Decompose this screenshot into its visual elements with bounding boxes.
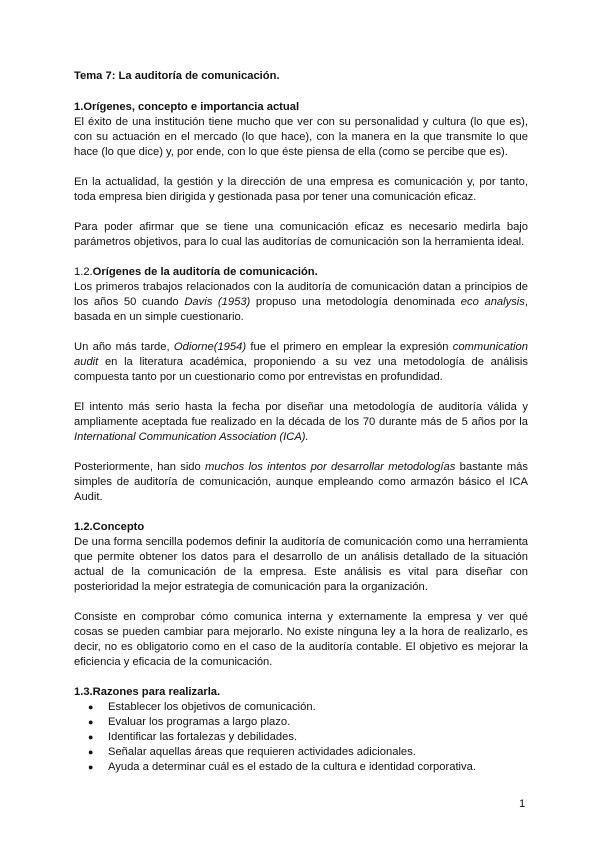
origins-p1-text-a: Los primeros trabajos relacionados con la auditoría de comunicación datan a principios de los años 50 cuando — [74, 281, 528, 308]
list-item: ● Evaluar los programas a largo plazo. — [108, 715, 528, 730]
list-item: ● Establecer los objetivos de comunicación. — [108, 700, 528, 715]
origins-p1-text-c: , basada en un simple cuestionario. — [74, 296, 528, 323]
odiorne-citation: Odiorne(1954) — [173, 341, 247, 353]
origins-p2-text-c: en la literatura académica, proponiendo a su vez una metodología de análisis compuesta tanto por un cuestionario como por entrevistas en profundidad. — [74, 356, 528, 383]
communication-audit-term: communication audit — [74, 341, 528, 368]
origins-p4-text-b: bastante más simples de auditoría de comunicación, aunque empleando como armazón básico el ICA Audit. — [74, 461, 528, 503]
davis-citation: Davis (1953) — [184, 296, 251, 308]
origins-paragraph-4 — [74, 460, 528, 505]
origins-p2-text-b: fue el primero en emplear la expresión — [246, 341, 453, 353]
eco-analysis-term: eco analysis — [460, 296, 525, 308]
list-item: ● Identificar las fortalezas y debilidades. — [108, 730, 528, 745]
origins-p3-text-a: El intento más serio hasta la fecha por diseñar una metodología de auditoría válida y ampliamente aceptada fue realizado en la década de los 70 durante más de 5 años por la — [74, 401, 528, 428]
reasons-list — [74, 700, 528, 775]
section-1-paragraph-3: Para poder afirmar que se tiene una comunicación eficaz es necesario medirla bajo parámetros objetivos, para lo cual las auditorías de comunicación son la herramienta ideal. — [74, 221, 528, 248]
concept-paragraph-1: De una forma sencilla podemos definir la auditoría de comunicación como una herramienta que permite obtener los datos para el desarrollo de un análisis detallado de la situación actual de la comunicación de la empresa. Este análisis es vital para diseñar con posterioridad la mejor estrategia de comunicación para la organización. — [74, 536, 528, 593]
origins-paragraph-3 — [74, 400, 528, 445]
list-item: ● Señalar aquellas áreas que requieren actividades adicionales. — [108, 745, 528, 760]
origins-p4-text-a: Posteriormente, han sido — [74, 461, 206, 473]
section-1-2-heading-text: Orígenes de la auditoría de comunicación. — [92, 266, 318, 278]
concept-paragraph-2: Consiste en comprobar cómo comunica interna y externamente la empresa y ver qué cosas se pueden cambiar para mejorarlo. No existe ninguna ley a la hora de realizarlo, es decir, no es obligatorio como en el caso de la auditoría contable. El objetivo es mejorar la eficiencia y eficacia de la comunicación. — [74, 611, 528, 668]
list-item: ● Ayuda a determinar cuál es el estado de la cultura e identidad corporativa. — [108, 760, 528, 775]
origins-paragraph-1 — [74, 280, 528, 325]
ica-name: International Communication Association (ICA). — [74, 431, 309, 443]
origins-p1-text-b: propuso una metodología denominada — [250, 296, 461, 308]
page-content — [74, 69, 528, 775]
section-1-paragraph-2: En la actualidad, la gestión y la dirección de una empresa es comunicación y, por tanto, toda empresa bien dirigida y gestionada pasa por tener una comunicación eficaz. — [74, 176, 528, 203]
section-1-paragraph-1: El éxito de una institución tiene mucho que ver con su personalidad y cultura (lo que es), con su actuación en el mercado (lo que hace), con la manera en la que transmite lo que hace (lo que dice) y, por ende, con lo que éste piensa de ella (como se percibe que es). — [74, 116, 528, 158]
section-1-2-heading — [74, 265, 528, 280]
page-number: 1 — [519, 798, 526, 810]
origins-p2-text-a: Un año más tarde, — [74, 341, 174, 353]
reasons-heading: 1.3.Razones para realizarla. — [74, 686, 221, 698]
section-1-heading: 1.Orígenes, concepto e importancia actual — [74, 101, 300, 113]
section-1-2-number: 1.2. — [74, 266, 93, 278]
origins-paragraph-2 — [74, 340, 528, 385]
document-title: Tema 7: La auditoría de comunicación. — [74, 70, 280, 82]
origins-p4-emphasis: muchos los intentos por desarrollar metodologías — [205, 461, 456, 473]
concept-heading: 1.2.Concepto — [74, 521, 145, 533]
